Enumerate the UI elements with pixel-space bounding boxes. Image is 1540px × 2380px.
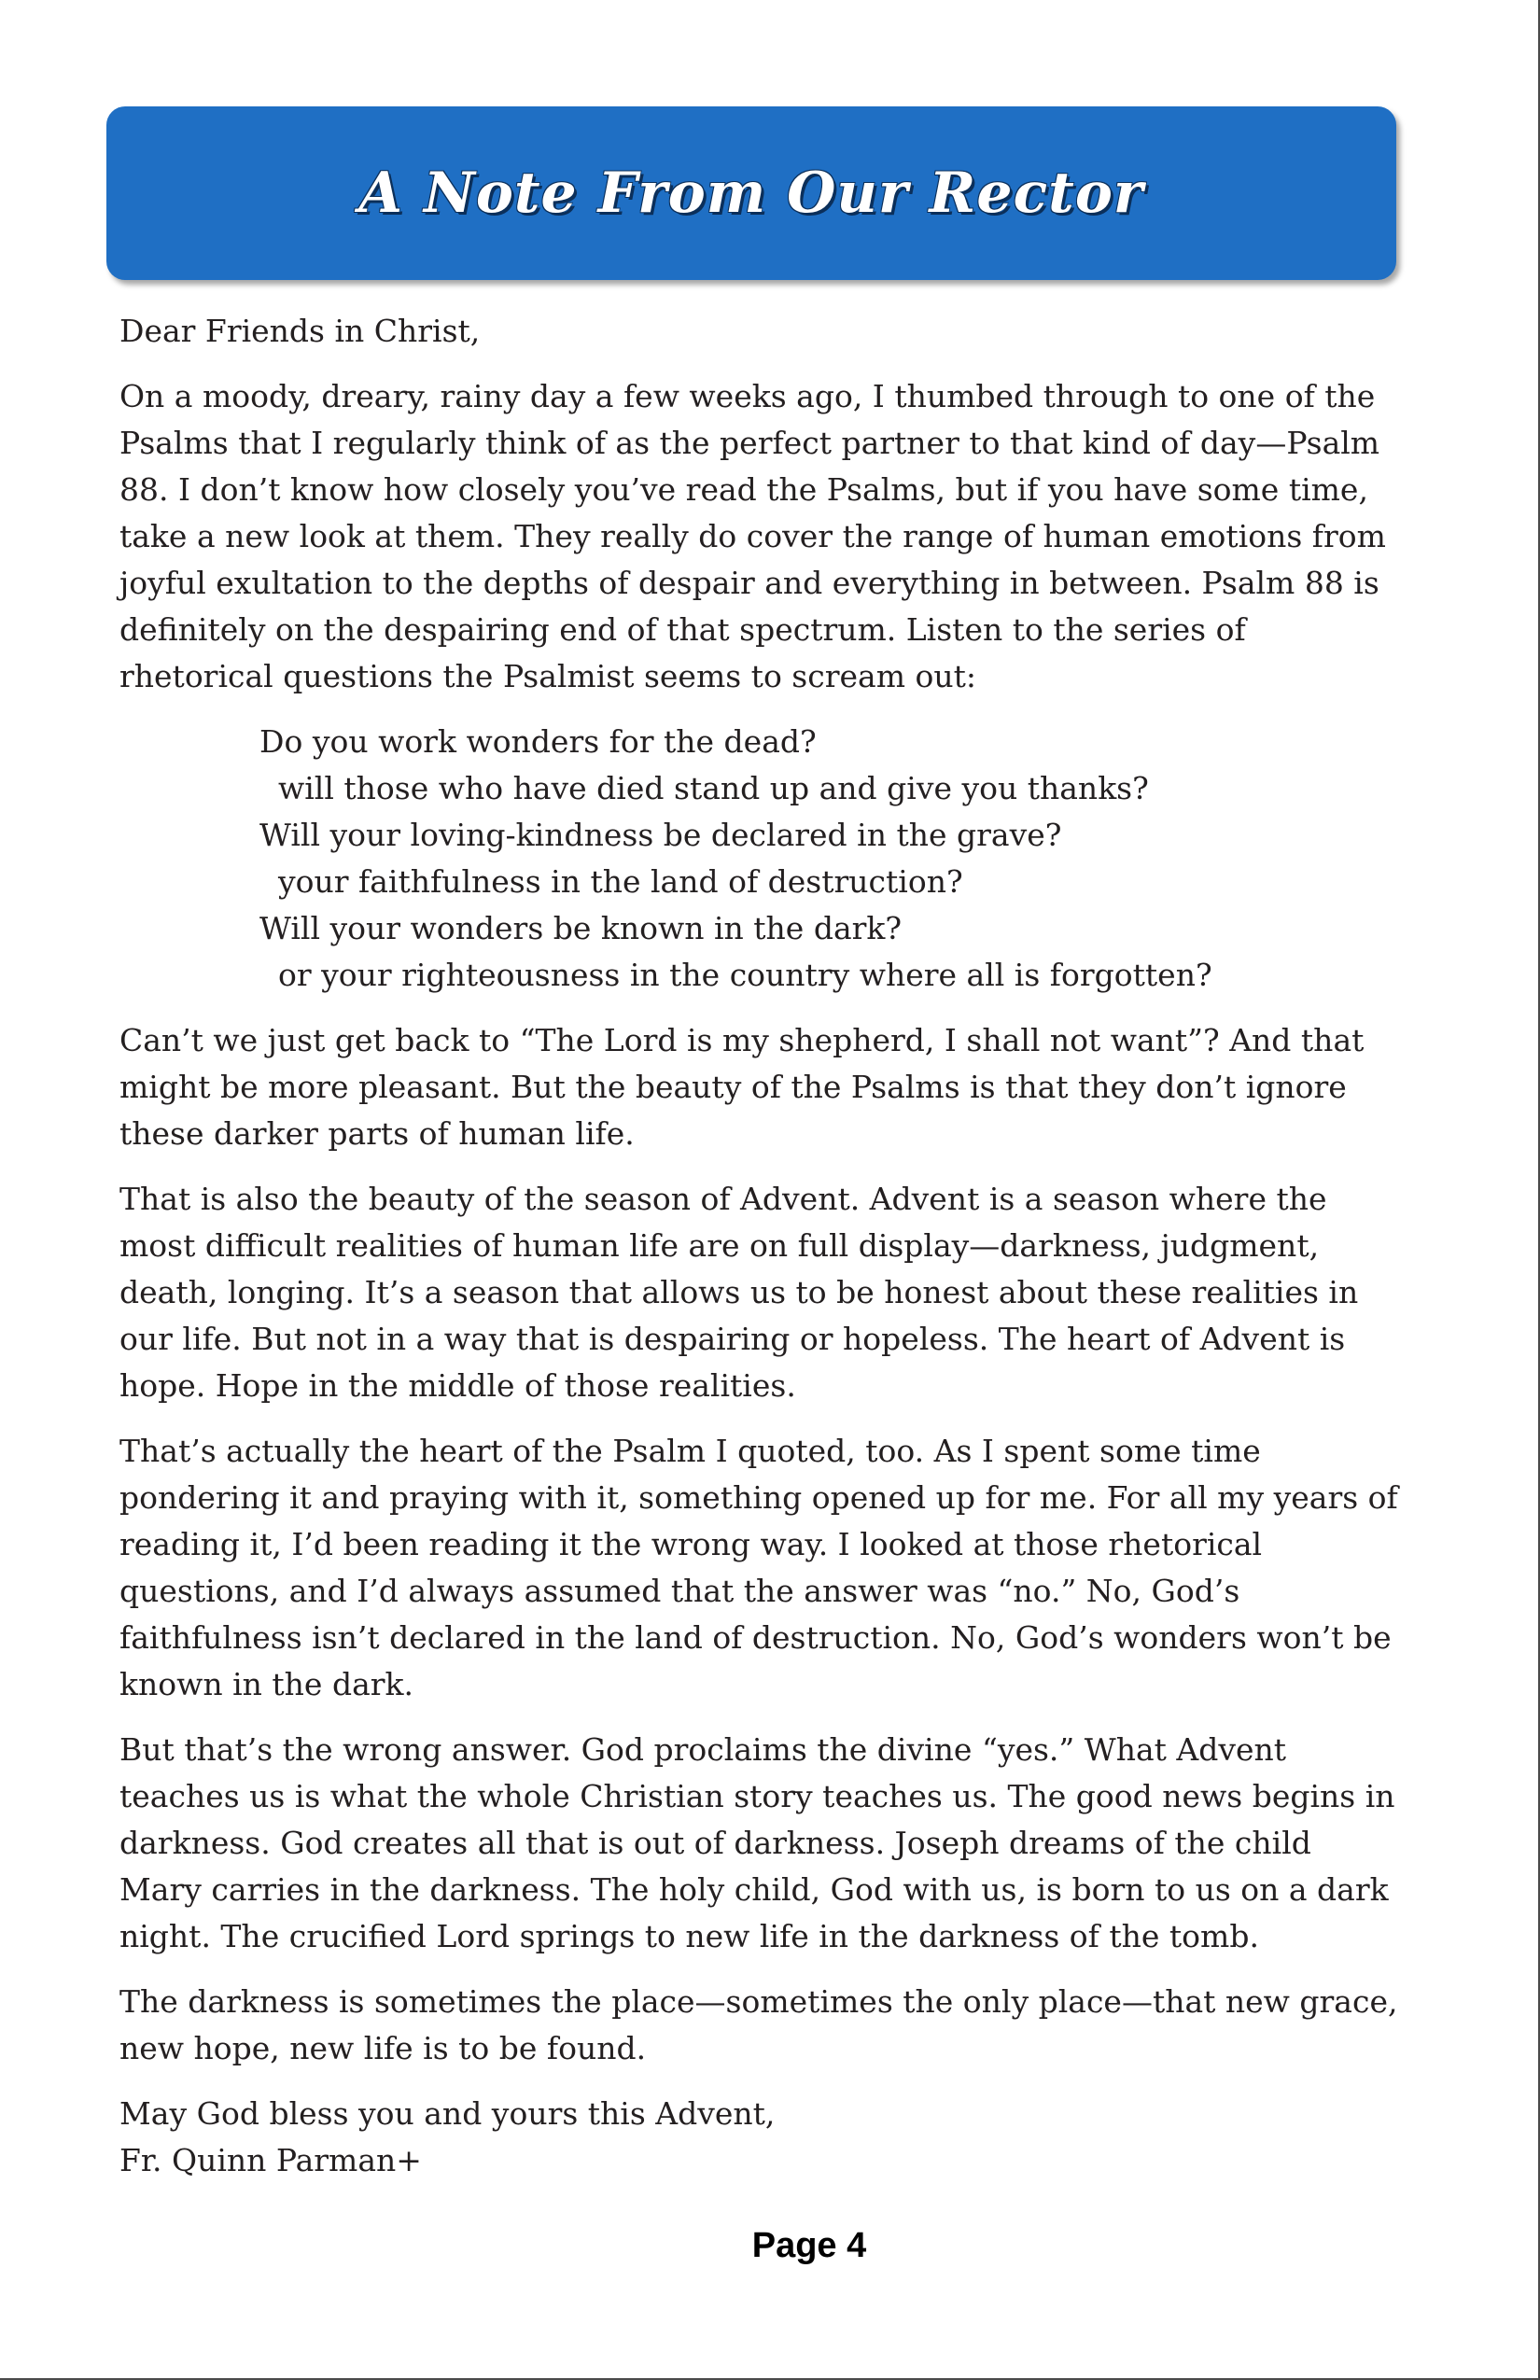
letter-paragraph: But that’s the wrong answer. God proclaims the divine “yes.” What Advent teaches us is what the whole Christian story teaches us. The good news begins in darkness. God creates all that is out of darkness. Joseph dreams of the child Mary carries in the darkness. The holy child, God with us, is born to us on a dark night. The crucified Lord springs to new life in the darkness of the tomb.: [119, 1731, 1395, 1954]
letter-paragraph: That is also the beauty of the season of Advent. Advent is a season where the most difficult realities of human life are on full display—darkness, judgment, death, longing. It’s a season that allows us to be honest about these realities in our life. But not in a way that is despairing or hopeless. The heart of Advent is hope. Hope in the middle of those realities.: [119, 1181, 1359, 1404]
letter-paragraph: The darkness is sometimes the place—sometimes the only place—that new grace, new hope, new life is to be found.: [119, 1983, 1398, 2066]
header-banner: [106, 106, 1396, 280]
quote-line: or your righteousness in the country where all is forgotten?: [278, 957, 1212, 993]
quote-line: Will your loving-kindness be declared in the grave?: [259, 817, 1062, 853]
page-number: Page 4: [751, 2226, 867, 2265]
quote-line: will those who have died stand up and give you thanks?: [278, 770, 1149, 806]
signature: Fr. Quinn Parman+: [119, 2142, 422, 2178]
quote-line: your faithfulness in the land of destruction?: [278, 863, 963, 900]
quote-line: Will your wonders be known in the dark?: [259, 910, 903, 946]
quote-line: Do you work wonders for the dead?: [259, 723, 817, 760]
letter-paragraph: On a moody, dreary, rainy day a few weeks ago, I thumbed through to one of the Psalms that I regularly think of as the perfect partner to that kind of day—Psalm 88. I don’t know how closely you’ve read the Psalms, but if you have some time, take a new look at them. They really do cover the range of human emotions from joyful exultation to the depths of despair and everything in between. Psalm 88 is definitely on the despairing end of that spectrum. Listen to the series of rhetorical questions the Psalmist seems to scream out:: [119, 378, 1386, 694]
letter-greeting: Dear Friends in Christ,: [119, 313, 481, 349]
page-title: A Note From Our Rector: [358, 161, 1144, 226]
closing-line: May God bless you and yours this Advent,: [119, 2095, 776, 2132]
letter-paragraph: That’s actually the heart of the Psalm I quoted, too. As I spent some time pondering it and praying with it, something opened up for me. For all my years of reading it, I’d been reading it the wrong way. I looked at those rhetorical questions, and I’d always assumed that the answer was “no.” No, God’s faithfulness isn’t declared in the land of destruction. No, God’s wonders won’t be known in the dark.: [119, 1433, 1398, 1702]
letter-closing: [119, 2091, 1400, 2184]
letter-paragraph: Can’t we just get back to “The Lord is my shepherd, I shall not want”? And that might be more pleasant. But the beauty of the Psalms is that they don’t ignore these darker parts of human life.: [119, 1022, 1365, 1152]
letter-body: [119, 308, 1400, 2184]
psalm-quote: [259, 719, 1400, 999]
